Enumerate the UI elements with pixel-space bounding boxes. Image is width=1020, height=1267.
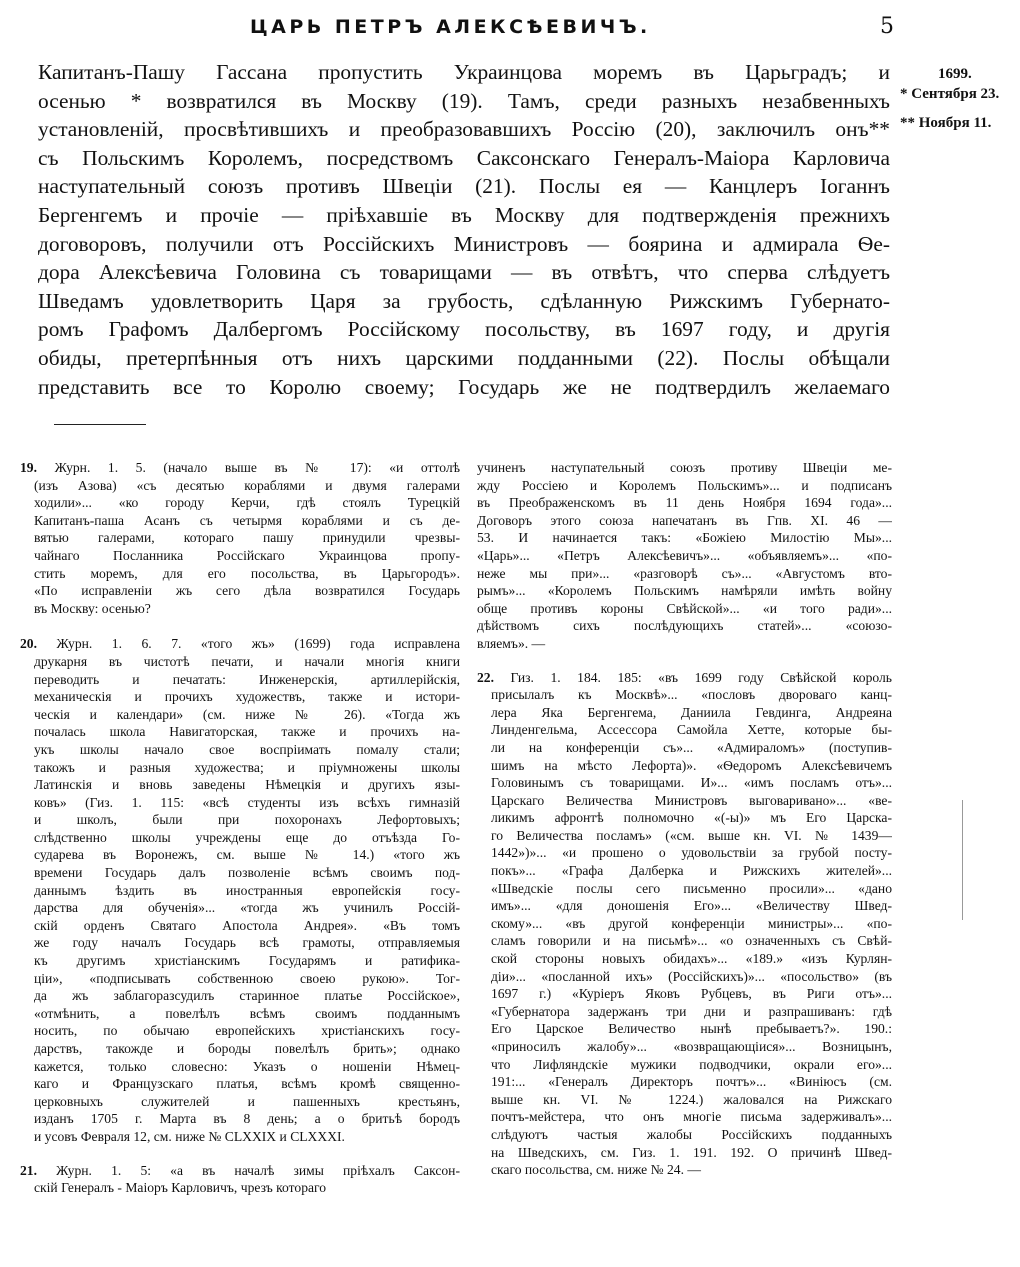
footnote-line — [477, 1073, 892, 1091]
footnote-text: 53. И начинается такъ: «Божiею Милостiю Мы»... — [477, 530, 892, 546]
footnote-text: «Губернатора задержанъ три дни и разпрашиванъ: гдѣ — [491, 1003, 892, 1019]
footnote-text: го Величества посламъ» («см. выше кн. VI. № 1439— — [491, 827, 892, 843]
footnote-text: Линденгельма, Ассессора Самойла Хетте, которые бы- — [491, 722, 892, 738]
main-text-line: осенью * возвратился въ Москву (19). Тамъ, среди разныхъ незабвенныхъ — [38, 88, 890, 113]
main-text-line: Бергенгемъ и прочiе — прiѣхавшiе въ Москву для подтвержденiя прежнихъ — [38, 202, 890, 227]
footnote-line — [477, 477, 892, 495]
footnote-text: неже мы при»... «разговорѣ съ»... «Августомъ вто- — [477, 565, 892, 581]
footnote-line — [20, 952, 460, 970]
scan-margin-line — [962, 800, 963, 920]
footnote-text: въ Преображенскомъ въ 11 день Ноября 1694 года»... — [477, 495, 892, 511]
footnote-text: «приносилъ жалобу»... «возвращающiися»... Возницынъ, — [491, 1039, 892, 1054]
footnote-text: «Царь»... «Петръ Алексѣевичъ»... «объявляемъ»... «по- — [477, 547, 892, 563]
footnote-text: почтъ-мейстера, что онъ многiе письма задерживалъ»... — [491, 1109, 892, 1125]
footnote-text: Договоръ этого союза напечатанъ въ Гпв. XI. 46 — — [477, 512, 892, 528]
footnote-line — [477, 792, 892, 810]
footnote-text: слѣдуютъ частыя жалобы Россiйскихъ подданныхъ — [491, 1126, 892, 1142]
footnote-line — [20, 864, 460, 882]
footnote-text: и усовъ Февраля 12, см. ниже № CLXXIX и CLXXXI. — [34, 1128, 345, 1144]
footnote-text: скому»... «въ другой конференцiи министры»... «по- — [491, 915, 892, 931]
footnote-line — [20, 1040, 460, 1058]
footnote-text: скаго посольства, см. ниже № 24. — — [491, 1162, 701, 1178]
footnote-line — [477, 1003, 892, 1021]
footnote-number: 20. — [20, 636, 37, 652]
footnote-line — [477, 686, 892, 704]
footnote-text: 191:... «Генералъ Директоръ почтъ»... «Винiюсъ (см. — [491, 1074, 892, 1090]
footnote-text: дарствъ, такожде и бороды повелѣлъ брить»; однако — [34, 1041, 460, 1056]
footnote-line — [20, 987, 460, 1005]
footnote-line — [20, 459, 460, 477]
footnote-line — [477, 844, 892, 862]
footnote-line — [477, 950, 892, 968]
footnote-text: укъ школы начало свое воспрiимать помалу стали; — [34, 741, 460, 757]
main-text-line: установленiй, просвѣтившихъ и преобразовавшихъ Россiю (20), заключилъ онъ** — [38, 117, 890, 142]
footnote-line — [477, 704, 892, 722]
footnote-text: Журн. 1. 6. 7. «того жъ» (1699) года исправлена — [56, 636, 460, 652]
footnote-line — [20, 934, 460, 952]
main-text — [38, 58, 890, 401]
footnote-line — [20, 1005, 460, 1023]
footnote-line — [20, 688, 460, 706]
footnote-line — [20, 811, 460, 829]
footnote-text: къ другимъ христiанскимъ Государямъ и ратифика- — [34, 953, 460, 969]
footnote-line — [477, 1144, 892, 1162]
footnote-text: носить, по обычаю европейскихъ христiанскихъ госу- — [34, 1023, 460, 1039]
footnote — [20, 635, 460, 1145]
footnote-text: (изъ Азова) «съ десятью кораблями и двумя галерами — [34, 477, 460, 493]
footnote-text: лера Яка Бергенгема, Даниила Гевдинга, Андреяна — [491, 704, 892, 720]
footnote-text: Журн. 1. 5. (начало выше въ № 17): «и оттолѣ — [54, 460, 460, 475]
footnote-text: что Лифляндскiе мужики подводчики, окрали его»... — [491, 1056, 892, 1072]
footnote-text: «По исправленiи жъ сего дѣла возвратился Государь — [34, 583, 460, 599]
footnote-text: же году началъ Государь всѣ грамоты, отправляемыя — [34, 935, 460, 951]
footnote-line — [477, 1091, 892, 1109]
running-title: ЦАРЬ ПЕТРЪ АЛЕКСѢЕВИЧЪ. — [250, 16, 651, 38]
footnote-line — [20, 899, 460, 917]
footnote-text: Гиз. 1. 184. 185: «въ 1699 году Свѣйской король — [510, 669, 892, 685]
footnote-line — [20, 706, 460, 724]
footnote-line — [477, 600, 892, 618]
main-text-line: договоровъ, получили отъ Россiйскихъ Министровъ — боярина и адмирала Ѳе- — [38, 231, 890, 256]
footnote-line — [20, 882, 460, 900]
footnote-line — [477, 985, 892, 1003]
footnote-line — [477, 529, 892, 547]
footnote-text: кажется, только словесно: Указъ о ношенiи Нѣмец- — [34, 1058, 460, 1074]
footnote-line — [20, 1075, 460, 1093]
footnote-text: изданъ 1705 г. Марта въ 8 день; а о бритьѣ бородъ — [34, 1111, 460, 1127]
footnote-line — [20, 477, 460, 495]
footnote-text: присылалъ къ Москвѣ»... «пословъ двороваго канц- — [491, 687, 892, 703]
footnote-text: дѣйствомъ сихъ послѣдующихъ статей»... «союзо- — [477, 618, 892, 634]
footnote-text: такожъ и разныя художества; и прiумножены школы — [34, 759, 460, 775]
footnote-text: 1442»)»... «и прошено о удовольствiи за грубой посту- — [491, 845, 892, 861]
footnote-text: цiи», «подписывать собственною своею рукою». Тог- — [34, 970, 460, 986]
footnote-line — [20, 635, 460, 653]
footnote-line — [20, 917, 460, 935]
page-header — [0, 12, 1020, 42]
main-text-line: представить все то Королю своему; Государь же не подтвердилъ желаемаго — [38, 374, 890, 399]
footnote-line — [477, 809, 892, 827]
main-text-line: наступательный союзъ противъ Швецiи (21). Послы ея — Канцлеръ Iоганнъ — [38, 174, 890, 199]
footnote-line — [20, 970, 460, 988]
footnote-line — [477, 862, 892, 880]
footnote-line — [477, 915, 892, 933]
footnote-line — [477, 897, 892, 915]
footnote-line — [477, 1108, 892, 1126]
footnote-line — [477, 1056, 892, 1074]
footnote-line — [20, 582, 460, 600]
footnote-line — [477, 1126, 892, 1144]
footnote-text: выше кн. VI. № 1224.) жаловался на Рижскаго — [491, 1091, 892, 1107]
footnote-line — [477, 932, 892, 950]
main-text-line: обиды, претерпѣнныя отъ нихъ царскими подданными (22). Послы обѣщали — [38, 345, 890, 370]
footnote-line — [477, 617, 892, 635]
footnote-line — [477, 968, 892, 986]
footnote-line — [20, 1162, 460, 1180]
footnote-text: скiй орденъ Святаго Апостола Андрея». «Въ томъ — [34, 917, 460, 933]
main-text-line: ромъ Графомъ Далбергомъ Россiйскому посольству, въ 1697 году, и другiя — [38, 317, 890, 342]
main-text-line: съ Польскимъ Королемъ, посредствомъ Саксонскаго Генералъ-Маiора Карловича — [38, 145, 890, 170]
footnote-text: жду Россiею и Королемъ Польскимъ»... и подписанъ — [477, 477, 892, 493]
footnote-text: церковныхъ служителей и пашенныхъ крестьянъ, — [34, 1093, 460, 1109]
footnote-text: друкарня въ чистотѣ печати, и начали многiя книги — [34, 653, 460, 669]
footnote-line — [477, 880, 892, 898]
footnote-text: учиненъ наступательный союзъ противу Швецiи ме- — [477, 460, 892, 475]
margin-note-date: ** Ноября 11. — [900, 115, 992, 131]
footnote-text: обще противъ короны Свѣйской»... «и того ради»... — [477, 600, 892, 616]
footnote — [20, 1162, 460, 1197]
main-text-line: Капитанъ-Пашу Гассана пропустить Украинцова моремъ въ Царьградъ; и — [38, 60, 890, 84]
footnote-line — [20, 565, 460, 583]
footnote-text: вляемъ». — — [477, 635, 546, 651]
footnote-line — [20, 759, 460, 777]
footnote-line — [477, 721, 892, 739]
footnote-line — [477, 669, 892, 687]
footnote-text: «отмѣнить, а повелѣлъ всѣмъ своимъ подданнымъ — [34, 1005, 460, 1021]
footnote-text: Капитанъ-паша Асанъ съ четырмя кораблями и съ де- — [34, 512, 460, 528]
footnote-line — [20, 741, 460, 759]
footnote-text: переводить и печатать: Инженерскiя, артиллерiйскiя, — [34, 671, 460, 687]
footnote-text: имъ»... «для доношенiя Его»... «Величеству Швед- — [491, 898, 892, 914]
footnote-line — [477, 512, 892, 530]
footnote-text: дарства для обученiя»... «тогда жъ учинилъ Россiй- — [34, 900, 460, 916]
footnotes-left-column — [20, 459, 460, 1211]
footnote-line — [477, 739, 892, 757]
footnote-text: слѣдственно школы учреждены еще до отъѣзда Го- — [34, 829, 460, 845]
footnote-line — [20, 529, 460, 547]
footnote-text: рымъ»... «Королемъ Польскимъ намѣряли имѣть войну — [477, 583, 892, 599]
margin-note-year: 1699. — [938, 66, 972, 82]
footnote-line — [477, 494, 892, 512]
footnote-line — [20, 776, 460, 794]
margin-note-date: * Сентября 23. — [900, 86, 1000, 102]
footnote-line — [20, 600, 460, 618]
main-text-line: Шведамъ удовлетворить Царя за грубость, сдѣланную Рижскимъ Губернато- — [38, 288, 890, 313]
footnote-line — [477, 827, 892, 845]
footnote-text: въ Москву: осенью? — [34, 600, 151, 616]
footnote-text: да жъ заблагоразсудилъ старинное платье Россiйское», — [34, 988, 460, 1004]
footnote-line — [477, 1161, 892, 1179]
footnote-text: даннымъ ѣздить въ иностранныя европейскiя госу- — [34, 882, 460, 898]
footnote — [477, 459, 892, 653]
footnote-line — [20, 1110, 460, 1128]
footnote-text: ликимъ афронтѣ полномочно «(-ы)» мъ Его Царска- — [491, 810, 892, 826]
footnote-line — [20, 512, 460, 530]
footnote-line — [20, 1093, 460, 1111]
footnote-text: механическiя и прочихъ художествъ, также и истори- — [34, 689, 460, 705]
footnote-text: ковъ» (Гиз. 1. 115: «всѣ студенты изъ всѣхъ гимназiй — [34, 794, 460, 810]
footnote-text: вятью галерами, котораго пашу принудили чрезвы- — [34, 530, 460, 546]
footnote-text: покъ»... «Графа Далберка и Рижскихъ жителей»... — [491, 863, 892, 879]
footnote-text: Его Царское Величество нынѣ пребываетъ?». 190.: — [491, 1021, 892, 1037]
footnote-text: чайнаго Посланника Россiйскаго Украинцова пропу- — [34, 547, 460, 563]
footnote-text: на Шведскихъ, см. Гиз. 1. 191. 192. О причинѣ Швед- — [491, 1144, 892, 1160]
footnote-line — [20, 653, 460, 671]
footnote-text: дiи»... «посланной ихъ» (Россiйскихъ)»... «посольство» (въ — [491, 968, 892, 984]
footnote-line — [477, 1038, 892, 1056]
footnote-text: почалась школа Навигаторская, также и прочихъ на- — [34, 724, 460, 740]
footnote-text: стить моремъ, для его посольства, въ Царьгородъ». — [34, 565, 460, 581]
footnote-line — [20, 1128, 460, 1146]
footnote-line — [477, 565, 892, 583]
page-number: 5 — [880, 14, 894, 39]
footnote-text: времени Государь далъ позволенiе всѣмъ своимъ под- — [34, 865, 460, 881]
footnote-line — [477, 459, 892, 477]
footnote-line — [477, 582, 892, 600]
footnote-text: 1697 г.) «Курiеръ Яковъ Рубцевъ, въ Риги отъ»... — [491, 986, 892, 1002]
footnotes-right-column — [477, 459, 892, 1193]
footnote-line — [477, 635, 892, 653]
footnote-line — [20, 1022, 460, 1040]
footnote-text: Царскаго Величества Министровъ выговаривано»... «ве- — [491, 792, 892, 808]
footnote-line — [20, 1179, 460, 1197]
footnote-number: 21. — [20, 1162, 37, 1178]
footnote-text: «Шведскiе послы сего письменно просили»... «дано — [491, 880, 892, 896]
footnote-line — [20, 1058, 460, 1076]
footnote-line — [477, 774, 892, 792]
footnote-text: ли на конференцiи съ»... «Адмираломъ» (поступив- — [491, 739, 892, 755]
footnote-text: Латинскiя и вновь заведены Нѣмецкiя и другихъ язы- — [34, 777, 460, 793]
footnote-line — [20, 829, 460, 847]
footnote-text: сударева въ Воронежъ, см. выше № 14.) «того жъ — [34, 847, 460, 863]
footnote-text: Журн. 1. 5: «а въ началѣ зимы прiѣхалъ Саксон- — [56, 1162, 460, 1178]
footnote-line — [20, 547, 460, 565]
main-text-line: дора Алексѣевича Головина съ товарищами — въ отвѣтъ, что сперва слѣдуетъ — [38, 260, 890, 285]
footnote-line — [20, 723, 460, 741]
footnote-line — [477, 547, 892, 565]
footnote-text: каго и Французскаго платья, всѣмъ кромѣ священно- — [34, 1076, 460, 1092]
footnote-text: ческiя и календари» (см. ниже № 26). «Тогда жъ — [34, 706, 460, 722]
footnote-number: 22. — [477, 669, 494, 685]
footnote-divider — [54, 424, 146, 425]
footnote-line — [20, 846, 460, 864]
footnote-number: 19. — [20, 460, 37, 475]
footnote-line — [20, 671, 460, 689]
footnote-line — [477, 1020, 892, 1038]
footnote-line — [20, 494, 460, 512]
footnote-text: Головинымъ съ товарищами. И»... «имъ посламъ отъ»... — [491, 775, 892, 791]
footnote-text: и школъ, были при похоронахъ Лефортовыхъ; — [34, 812, 460, 828]
footnote-text: шимъ на мѣсто Лефорта)». «Ѳедоромъ Алексѣевичемъ — [491, 757, 892, 773]
footnote — [477, 669, 892, 1179]
footnote-text: ходили»... «ко городу Керчи, гдѣ стоялъ Турецкiй — [34, 495, 460, 511]
footnote-text: ской стороны новыхъ обидахъ»... «189.» «изъ Курлян- — [491, 951, 892, 967]
footnote-line — [477, 757, 892, 775]
footnote — [20, 459, 460, 617]
footnote-text: сламъ говорили и на письмѣ»... «о означенныхъ съ Свѣй- — [491, 933, 892, 949]
footnote-text: скiй Генералъ - Маiоръ Карловичъ, чрезъ котораго — [34, 1180, 327, 1196]
footnote-line — [20, 794, 460, 812]
